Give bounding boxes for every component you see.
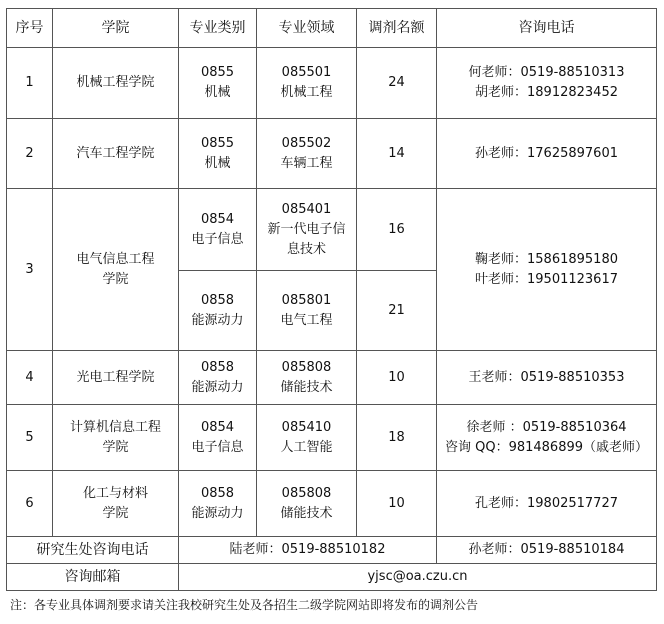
field-cell: 085410 人工智能 [257, 405, 357, 471]
quota-cell: 16 [357, 189, 437, 271]
field-cell: 085808 储能技术 [257, 471, 357, 537]
contact-cell: 鞠老师：15861895180 叶老师：19501123617 [437, 189, 657, 351]
field-cell: 085501 机械工程 [257, 48, 357, 119]
row-no: 1 [7, 48, 53, 119]
category-cell: 0858 能源动力 [179, 471, 257, 537]
header-quota: 调剂名额 [357, 9, 437, 48]
category-cell: 0855 机械 [179, 119, 257, 189]
grad-office-phone-label: 研究生处咨询电话 [7, 537, 179, 564]
header-row [7, 9, 657, 48]
quota-cell: 21 [357, 271, 437, 351]
field-cell: 085808 储能技术 [257, 351, 357, 405]
row-no: 2 [7, 119, 53, 189]
category-cell: 0854 电子信息 [179, 189, 257, 271]
email-value: yjsc@oa.czu.cn [179, 564, 657, 591]
category-cell: 0854 电子信息 [179, 405, 257, 471]
quota-cell: 10 [357, 471, 437, 537]
category-cell: 0858 能源动力 [179, 271, 257, 351]
grad-office-phone-1: 陆老师：0519-88510182 [179, 537, 437, 564]
adjustment-table [6, 8, 657, 591]
field-cell: 085502 车辆工程 [257, 119, 357, 189]
table-row [7, 351, 657, 405]
header-field: 专业领域 [257, 9, 357, 48]
row-no: 5 [7, 405, 53, 471]
contact-cell: 王老师：0519-88510353 [437, 351, 657, 405]
quota-cell: 10 [357, 351, 437, 405]
college-cell: 化工与材料 学院 [53, 471, 179, 537]
row-no: 4 [7, 351, 53, 405]
quota-cell: 18 [357, 405, 437, 471]
college-cell: 机械工程学院 [53, 48, 179, 119]
college-cell: 电气信息工程 学院 [53, 189, 179, 351]
header-category: 专业类别 [179, 9, 257, 48]
header-college: 学院 [53, 9, 179, 48]
grad-office-phone-row [7, 537, 657, 564]
contact-cell: 徐老师 ：0519-88510364 咨询 QQ：981486899（戚老师） [437, 405, 657, 471]
field-cell: 085401 新一代电子信 息技术 [257, 189, 357, 271]
table-row [7, 471, 657, 537]
header-no: 序号 [7, 9, 53, 48]
field-cell: 085801 电气工程 [257, 271, 357, 351]
email-row [7, 564, 657, 591]
header-phone: 咨询电话 [437, 9, 657, 48]
email-label: 咨询邮箱 [7, 564, 179, 591]
footnote: 注：各专业具体调剂要求请关注我校研究生处及各招生二级学院网站即将发布的调剂公告 [10, 598, 479, 612]
quota-cell: 24 [357, 48, 437, 119]
table-row [7, 48, 657, 119]
contact-cell: 孙老师：17625897601 [437, 119, 657, 189]
quota-cell: 14 [357, 119, 437, 189]
table-row [7, 189, 657, 271]
college-cell: 汽车工程学院 [53, 119, 179, 189]
college-cell: 计算机信息工程 学院 [53, 405, 179, 471]
college-cell: 光电工程学院 [53, 351, 179, 405]
grad-office-phone-2: 孙老师：0519-88510184 [437, 537, 657, 564]
table-row [7, 405, 657, 471]
row-no: 6 [7, 471, 53, 537]
contact-cell: 何老师：0519-88510313 胡老师：18912823452 [437, 48, 657, 119]
table-row [7, 119, 657, 189]
row-no: 3 [7, 189, 53, 351]
category-cell: 0855 机械 [179, 48, 257, 119]
category-cell: 0858 能源动力 [179, 351, 257, 405]
contact-cell: 孔老师：19802517727 [437, 471, 657, 537]
